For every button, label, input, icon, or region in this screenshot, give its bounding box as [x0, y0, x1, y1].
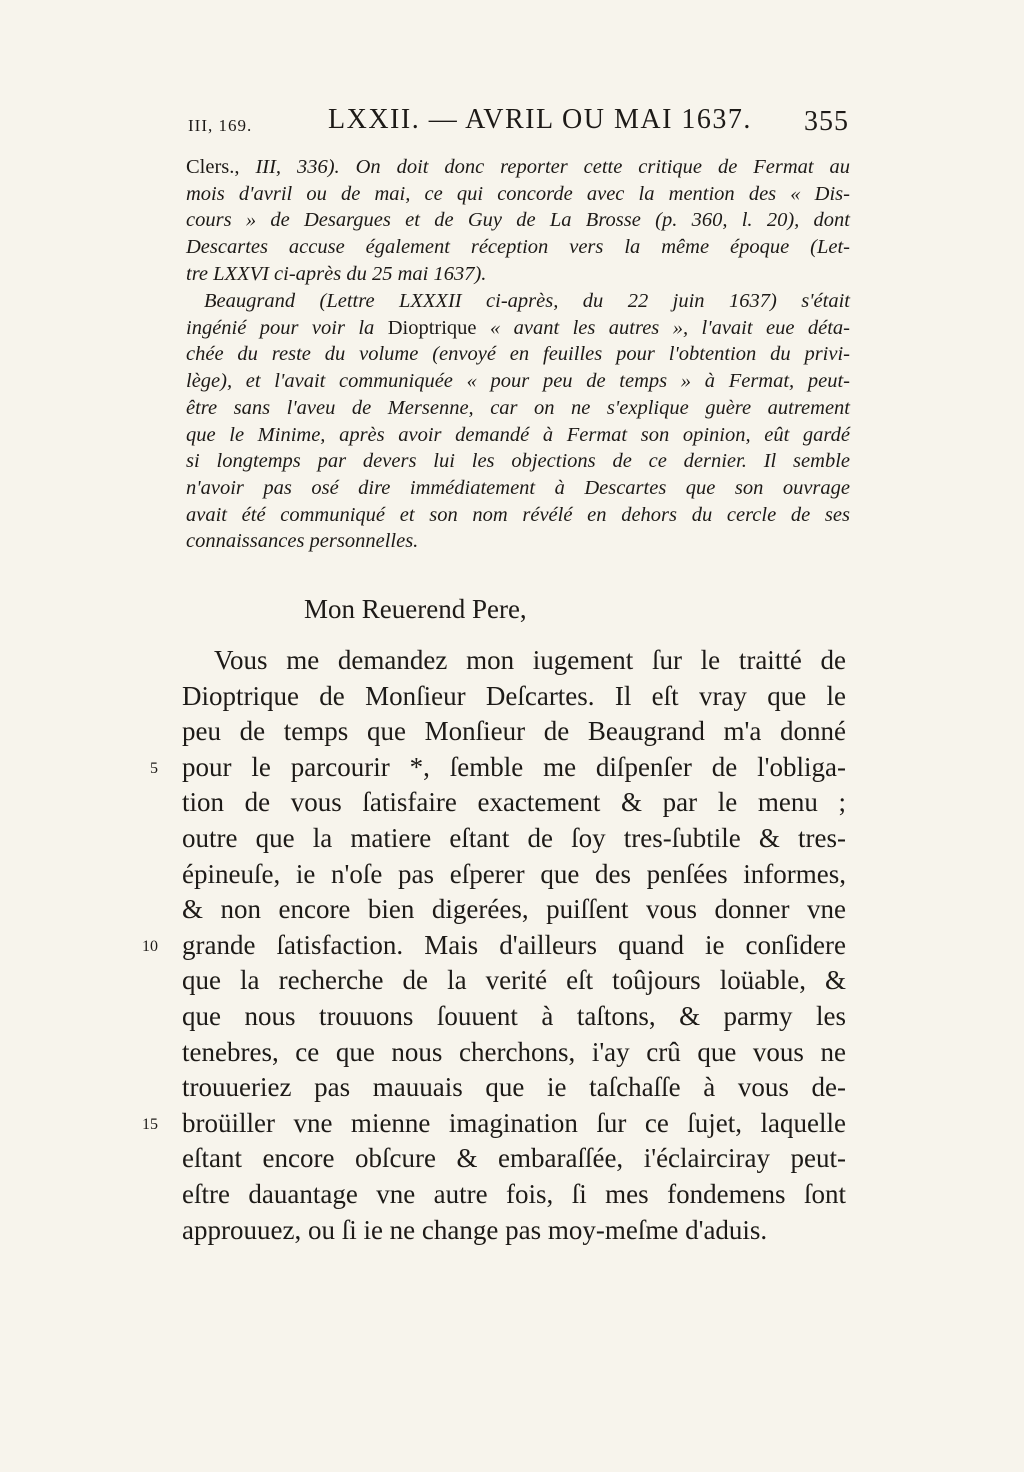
note-line: n'avoir pas osé dire immédiatement à Descartes que son ouvrage — [186, 476, 850, 499]
line-number-15: 15 — [142, 1116, 158, 1133]
body-line: tion de vous ſatisfaire exactement & par le menu ; — [182, 787, 846, 818]
body-line: Dioptrique de Monſieur Deſcartes. Il eſt vray que le — [182, 680, 846, 711]
body-line: eſtre dauantage vne autre fois, ſi mes fondemens ſont — [182, 1178, 846, 1209]
note-line: avait été communiqué et son nom révélé en dehors du cercle de ses — [186, 503, 850, 526]
body-line: eſtant encore obſcure & embaraſſée, i'éclairciray peut- — [182, 1143, 846, 1174]
note-line: que le Minime, après avoir demandé à Fermat son opinion, eût gardé — [186, 423, 850, 446]
note-line: mois d'avril ou de mai, ce qui concorde avec la mention des « Dis- — [186, 182, 850, 205]
line-number-5: 5 — [150, 760, 158, 777]
body-line: outre que la matiere eſtant de ſoy tres-ſubtile & tres- — [182, 822, 846, 853]
line-number-10: 10 — [142, 938, 158, 955]
note-line: Descartes accuse également réception vers la même époque (Let- — [186, 236, 850, 259]
note-line: ingénié pour voir la Dioptrique « avant les autres », l'avait eue déta- — [186, 316, 850, 339]
editor-note-paragraph-2 — [186, 288, 850, 555]
body-line: broüiller vne mienne imagination ſur ce ſujet, laquelle — [182, 1107, 846, 1138]
note-line: cours » de Desargues et de Guy de La Brosse (p. 360, l. 20), dont — [186, 209, 850, 232]
running-header — [0, 100, 1024, 150]
page-number: 355 — [804, 106, 849, 137]
note-line: connaissances personnelles. — [186, 530, 419, 553]
body-line: peu de temps que Monſieur de Beaugrand m'a donné — [182, 716, 846, 747]
body-line: que la recherche de la verité eſt toûjours loüable, & — [182, 965, 846, 996]
body-line: trouueriez pas mauuais que ie taſchaſſe à vous de- — [182, 1072, 846, 1103]
body-line: pour le parcourir *, ſemble me diſpenſer de l'obliga- — [182, 751, 846, 782]
body-line: Vous me demandez mon iugement ſur le traitté de — [214, 645, 846, 675]
note-line: tre LXXVI ci-après du 25 mai 1637). — [186, 262, 487, 285]
running-title: LXXII. — AVRIL OU MAI 1637. — [328, 104, 752, 135]
volume-reference: III, 169. — [188, 116, 253, 135]
body-line: que nous trouuons ſouuent à taſtons, & parmy les — [182, 1000, 846, 1031]
salutation: Mon Reuerend Pere, — [304, 594, 527, 624]
note-line: Clers., III, 336). On doit donc reporter cette critique de Fermat au — [186, 156, 850, 178]
note-line: lège), et l'avait communiquée « pour peu de temps » à Fermat, peut- — [186, 370, 850, 393]
note-line: si longtemps par devers lui les objections de ce dernier. Il semble — [186, 450, 850, 473]
note-line: chée du reste du volume (envoyé en feuilles pour l'obtention du privi- — [186, 343, 850, 366]
body-line: & non encore bien digerées, puiſſent vous donner vne — [182, 894, 846, 925]
note-line: être sans l'aveu de Mersenne, car on ne s'explique guère autrement — [186, 396, 850, 419]
body-line: épineuſe, ie n'oſe pas eſperer que des penſées informes, — [182, 858, 846, 889]
note-line: Beaugrand (Lettre LXXXII ci-après, du 22 juin 1637) s'était — [204, 290, 850, 312]
body-line: grande ſatisfaction. Mais d'ailleurs quand ie conſidere — [182, 929, 846, 960]
body-line: tenebres, ce que nous cherchons, i'ay crû que vous ne — [182, 1036, 846, 1067]
letter-body — [182, 643, 846, 1248]
editor-note-paragraph-1 — [186, 154, 850, 288]
body-line: approuuez, ou ſi ie ne change pas moy-meſme d'aduis. — [182, 1214, 768, 1245]
